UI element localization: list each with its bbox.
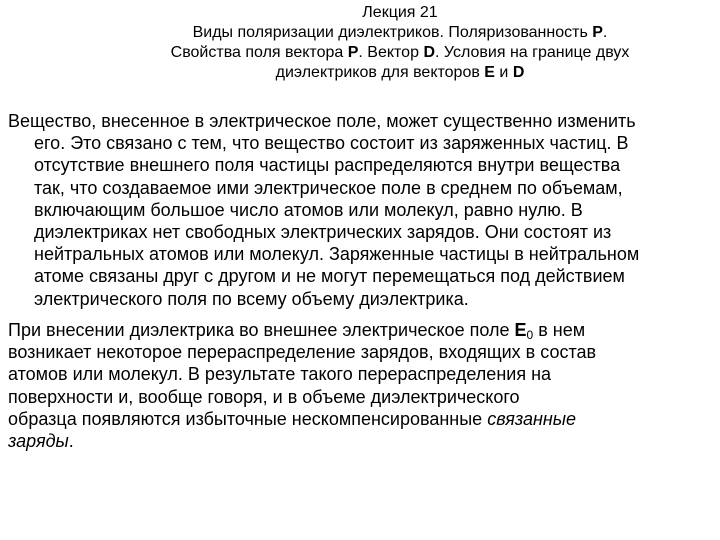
paragraph-line xyxy=(8,430,714,452)
title-text: . Условия на границе двух xyxy=(435,44,630,61)
paragraph-line: возникает некоторое перераспределение зарядов, входящих в состав xyxy=(8,342,597,363)
paragraph-line: диэлектриках нет свободных электрических зарядов. Они состоят из xyxy=(34,222,612,243)
slide-title xyxy=(120,3,680,83)
paragraph-line: так, что создаваемое ими электрическое поле в среднем по объемам, xyxy=(34,177,623,198)
paragraph-punct: . xyxy=(68,431,74,452)
paragraph-line: нейтральных атомов или молекул. Заряженные частицы в нейтральном xyxy=(34,244,640,265)
title-text: Виды поляризации диэлектриков. Поляризованность xyxy=(192,24,588,41)
vector-d-symbol: D xyxy=(512,64,525,81)
title-text: Свойства поля вектора xyxy=(170,44,344,61)
paragraph-line xyxy=(8,408,714,430)
field-e-symbol: E xyxy=(514,320,527,340)
lecture-number xyxy=(120,3,680,23)
emphasized-term: заряды xyxy=(8,431,69,452)
paragraph-line: включающим большое число атомов или молекул, равно нулю. В xyxy=(34,199,583,220)
title-text: и xyxy=(499,64,509,81)
title-line-1: Лекция 21 xyxy=(362,4,438,21)
title-punct: . xyxy=(602,24,608,41)
paragraph-2 xyxy=(8,319,714,452)
vector-p-symbol: Р xyxy=(592,24,603,41)
title-line-2 xyxy=(120,23,680,43)
paragraph-text: образца появляются избыточные нескомпенсированные xyxy=(8,408,483,429)
paragraph-text: При внесении диэлектрика во внешнее электрическое поле xyxy=(8,320,510,340)
paragraph-line: атомов или молекул. В результате такого перераспределения на xyxy=(8,364,552,385)
title-text: диэлектриков для векторов xyxy=(275,64,480,81)
paragraph-line: атоме связаны друг с другом и не могут перемещаться под действием xyxy=(34,266,625,287)
emphasized-term: связанные xyxy=(487,408,577,429)
paragraph-line xyxy=(8,319,714,341)
title-line-3 xyxy=(120,43,680,63)
title-text: . Вектор xyxy=(358,44,419,61)
paragraph-line: отсутствие внешнего поля частицы распределяются внутри вещества xyxy=(34,155,621,176)
title-line-4 xyxy=(120,63,680,83)
paragraph-text: в нем xyxy=(538,320,586,340)
paragraph-line: поверхности и, вообще говоря, и в объеме диэлектрического xyxy=(8,386,520,407)
vector-p-symbol: Р xyxy=(347,44,359,61)
paragraph-line: Вещество, внесенное в электрическое поле, может существенно изменить xyxy=(8,111,636,131)
vector-e-symbol: Е xyxy=(484,64,495,81)
paragraph-1 xyxy=(8,110,714,310)
field-subscript: 0 xyxy=(526,328,534,342)
paragraph-line: его. Это связано с тем, что вещество состоит из заряженных частиц. В xyxy=(34,133,629,154)
vector-d-symbol: D xyxy=(423,44,435,61)
paragraph-line: электрического поля по всему объему диэлектрика. xyxy=(34,288,469,309)
